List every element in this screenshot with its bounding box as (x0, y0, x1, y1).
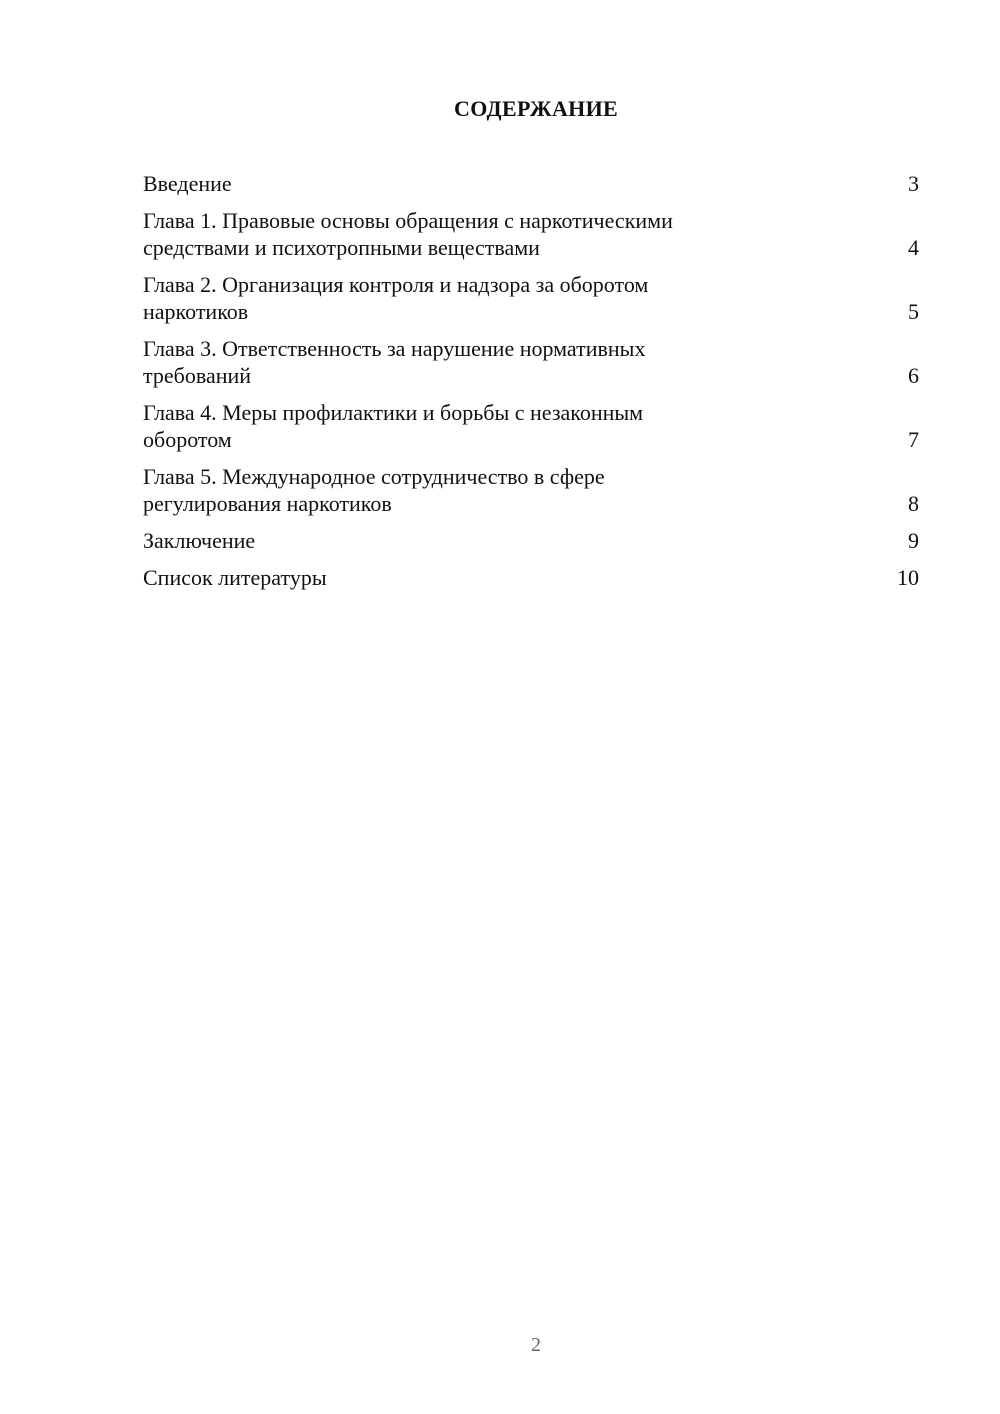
toc-entry-page: 4 (908, 235, 919, 260)
toc-entry-conclusion (143, 527, 919, 554)
toc-entry-chapter-2 (143, 271, 919, 325)
toc-entry-page: 6 (908, 363, 919, 388)
toc-entry-chapter-1 (143, 207, 919, 261)
toc-entry-chapter-4 (143, 399, 919, 453)
page-title: СОДЕРЖАНИЕ (454, 96, 618, 121)
toc-entry-text: Глава 5. Международное сотрудничество в сфере регулирования наркотиков (143, 464, 605, 516)
page-number: 2 (531, 1334, 541, 1356)
toc-entry-text: Заключение (143, 528, 256, 553)
toc-entry-text: Глава 1. Правовые основы обращения с наркотическими средствами и психотропными веществами (143, 208, 673, 260)
toc-entry-page: 8 (908, 491, 919, 516)
toc-entry-page: 7 (908, 427, 919, 452)
toc-entry-text: Глава 3. Ответственность за нарушение нормативных требований (143, 336, 646, 388)
toc-entry-references (143, 564, 919, 591)
toc-entry-introduction (143, 170, 919, 197)
toc-entry-page: 5 (908, 299, 919, 324)
toc-entry-page: 10 (897, 565, 919, 590)
toc-entry-chapter-5 (143, 463, 919, 517)
toc-entry-text: Список литературы (143, 565, 327, 590)
toc-entry-page: 9 (908, 528, 919, 553)
toc-entry-text: Глава 2. Организация контроля и надзора за оборотом наркотиков (143, 272, 649, 324)
table-of-contents (143, 170, 919, 601)
toc-entry-chapter-3 (143, 335, 919, 389)
toc-entry-page: 3 (908, 171, 919, 196)
toc-entry-text: Введение (143, 171, 232, 196)
toc-entry-text: Глава 4. Меры профилактики и борьбы с незаконным оборотом (143, 400, 644, 452)
